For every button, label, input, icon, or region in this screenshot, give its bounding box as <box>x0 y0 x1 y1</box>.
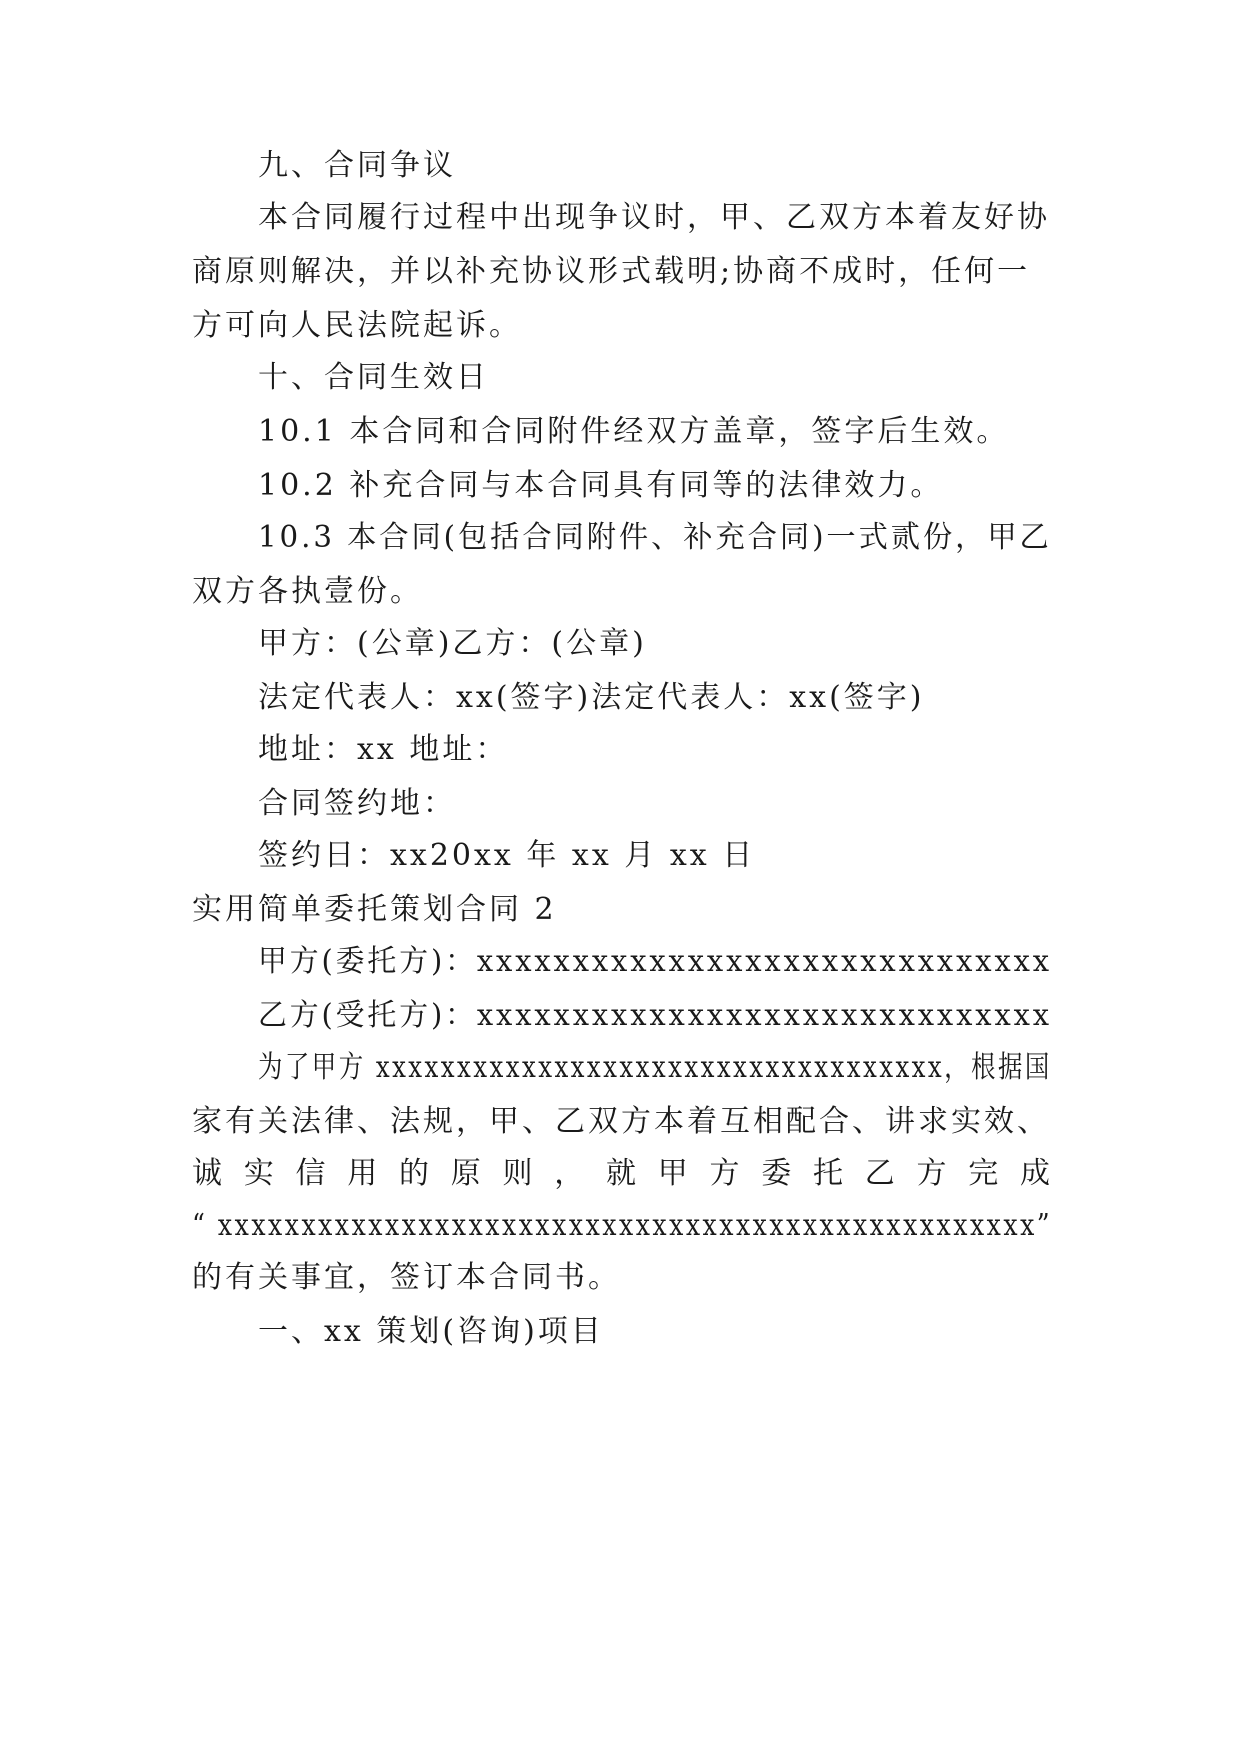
paragraph-line: 的有关事宜，签订本合同书。 <box>192 1260 621 1295</box>
clause-10-1: 10.1 本合同和合同附件经双方盖章，签字后生效。 <box>258 414 1010 449</box>
section-heading-one: 一、xx 策划(咨询)项目 <box>258 1314 604 1349</box>
justified-char: 用 <box>347 1156 378 1191</box>
paragraph-line: “ xxxxxxxxxxxxxxxxxxxxxxxxxxxxxxxxxxxxxxxxxxxxxxxxx” <box>192 1208 1053 1243</box>
justified-char: 就 <box>606 1156 636 1191</box>
justified-char: 方 <box>916 1156 947 1191</box>
justified-char: 成 <box>1020 1156 1050 1191</box>
justified-char: 实 <box>243 1156 274 1191</box>
justified-char: ， <box>554 1156 585 1191</box>
paragraph-line: 商原则解决，并以补充协议形式载明;协商不成时，任何一 <box>192 254 1031 289</box>
section-heading-nine: 九、合同争议 <box>258 148 456 183</box>
justified-char: 完 <box>968 1156 999 1191</box>
justified-char: 信 <box>295 1156 326 1191</box>
justified-char: 委 <box>761 1156 792 1191</box>
justified-char: 甲 <box>657 1156 688 1191</box>
justified-line <box>192 1154 1050 1194</box>
justified-char: 的 <box>399 1156 429 1191</box>
signing-date-line: 签约日：xx20xx 年 xx 月 xx 日 <box>258 838 756 873</box>
justified-char: 托 <box>813 1156 843 1191</box>
justified-char: 方 <box>709 1156 740 1191</box>
address-line: 地址：xx 地址： <box>258 732 509 767</box>
clause-10-2: 10.2 补充合同与本合同具有同等的法律效力。 <box>258 468 944 503</box>
clause-10-3: 10.3 本合同(包括合同附件、补充合同)一式贰份，甲乙 <box>258 520 1052 555</box>
paragraph-line: 双方各执壹份。 <box>192 574 423 609</box>
justified-char: 原 <box>450 1156 481 1191</box>
paragraph-line: 家有关法律、法规，甲、乙双方本着互相配合、讲求实效、 <box>192 1104 1050 1139</box>
justified-char: 诚 <box>192 1156 222 1191</box>
contract-title: 实用简单委托策划合同 2 <box>192 892 557 927</box>
signature-party-line: 甲方：(公章)乙方：(公章) <box>258 626 647 661</box>
legal-representative-line: 法定代表人：xx(签字)法定代表人：xx(签字) <box>258 680 925 715</box>
justified-char: 乙 <box>864 1156 895 1191</box>
party-b-line: 乙方(受托方)：xxxxxxxxxxxxxxxxxxxxxxxxxxxxxx <box>258 998 1052 1033</box>
signing-place-line: 合同签约地： <box>258 786 456 821</box>
party-a-line: 甲方(委托方)：xxxxxxxxxxxxxxxxxxxxxxxxxxxxxx <box>258 944 1052 979</box>
justified-char: 则 <box>502 1156 533 1191</box>
paragraph-line: 为了甲方 xxxxxxxxxxxxxxxxxxxxxxxxxxxxxxxxxxx，根据国 <box>258 1050 1052 1085</box>
paragraph-line: 本合同履行过程中出现争议时，甲、乙双方本着友好协 <box>258 200 1050 235</box>
paragraph-line: 方可向人民法院起诉。 <box>192 308 522 343</box>
section-heading-ten: 十、合同生效日 <box>258 360 489 395</box>
